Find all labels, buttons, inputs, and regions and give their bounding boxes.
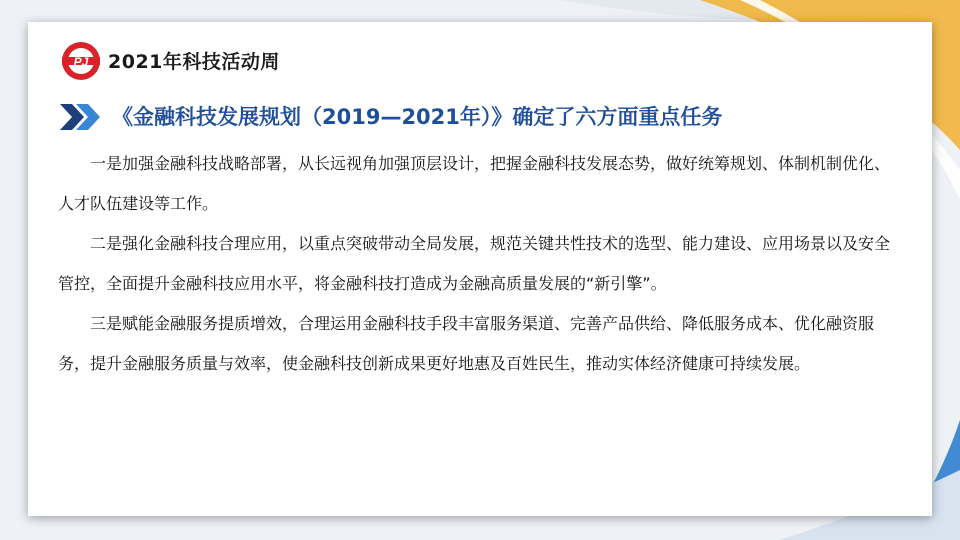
section-heading: 《金融科技发展规划（2019—2021年）》确定了六方面重点任务	[112, 105, 723, 129]
paragraph-one: 一是加强金融科技战略部署，从长远视角加强顶层设计，把握金融科技发展态势，做好统筹规划、体制机制优化、人才队伍建设等工作。	[58, 154, 891, 213]
event-title: 2021年科技活动周	[108, 51, 280, 73]
double-chevron-right-icon	[60, 104, 104, 130]
logo-text: PJ	[73, 55, 89, 69]
paragraph-three: 三是赋能金融服务提质增效，合理运用金融科技手段丰富服务渠道、完善产品供给、降低服务成本、优化融资服务，提升金融服务质量与效率，使金融科技创新成果更好地惠及百姓民生，推动实体经济健康可持续发展。	[58, 314, 875, 373]
paragraph-two: 二是强化金融科技合理应用，以重点突破带动全局发展，规范关键共性技术的选型、能力建设、应用场景以及安全管控，全面提升金融科技应用水平，将金融科技打造成为金融高质量发展的“新引擎”。	[58, 234, 891, 293]
body-text	[58, 144, 898, 384]
company-logo-icon	[60, 40, 102, 82]
